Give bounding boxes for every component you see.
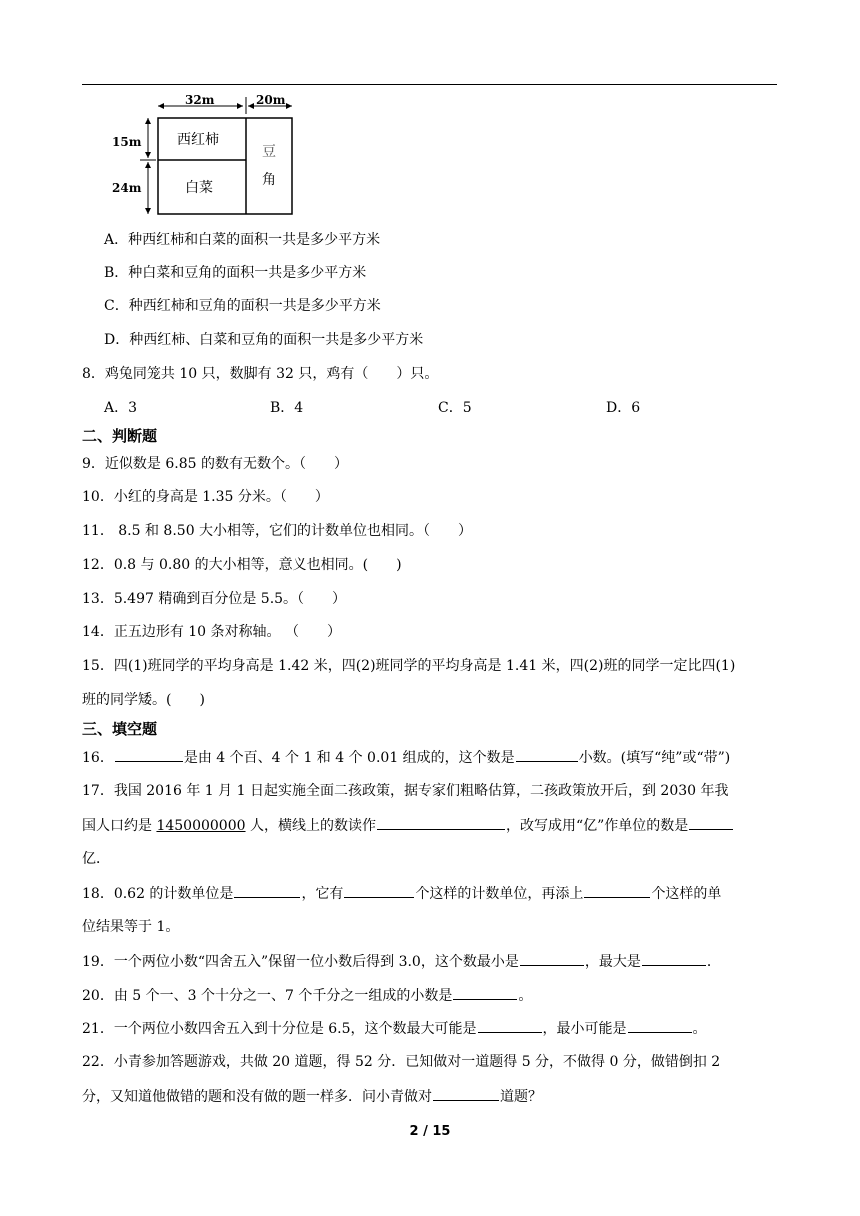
q17-text: 人，横线上的数读作 [245,818,376,834]
question-22-line1: 22．小青参加答题游戏，共做 20 道题，得 52 分．已知做对一道题得 5 分，不做得 0 分，做错倒扣 2 [82,1054,721,1070]
question-9: 9．近似数是 6.85 的数有无数个。（ ） [82,456,348,472]
question-17-line2 [82,815,734,836]
field-diagram [110,94,300,220]
answer-blank[interactable] [433,1086,499,1101]
section-heading-judge: 二、判断题 [82,427,158,445]
question-22-line2 [82,1086,542,1107]
q8-option-a: A．3 [104,400,138,416]
q16-mid: 是由 4 个百、4 个 1 和 4 个 0.01 组成的，这个数是 [183,750,515,766]
answer-blank[interactable] [584,883,650,898]
q19-text: 19．一个两位小数“四舍五入”保留一位小数后得到 3.0，这个数最小是 [82,954,519,970]
q17-underlined-number: 1450000000 [156,818,246,834]
question-10: 10．小红的身高是 1.35 分米。（ ） [82,489,329,505]
label-bean-2: 角 [262,172,276,188]
q16-number: 16． [82,750,114,766]
q7-option-a: A．种西红柿和白菜的面积一共是多少平方米 [104,232,381,248]
answer-blank[interactable] [628,1018,692,1033]
question-13: 13．5.497 精确到百分位是 5.5。（ ） [82,591,347,607]
q18-text: ，它有 [301,886,344,902]
q8-option-c: C．5 [438,400,472,416]
header-rule [82,84,777,85]
page-number: 2 / 15 [409,1124,451,1139]
q20-text: 20．由 5 个一、3 个十分之一、7 个千分之一组成的小数是 [82,988,453,1004]
section-heading-fill: 三、填空题 [82,720,158,738]
dim-15m: 15m [112,135,142,149]
dim-32m: 32m [185,94,215,107]
answer-blank[interactable] [689,815,733,830]
answer-blank[interactable] [516,747,578,762]
label-cabbage: 白菜 [185,180,213,196]
question-20 [82,985,532,1006]
q19-text: ，最大是 [584,954,641,970]
q22-text: 分，又知道他做错的题和没有做的题一样多．问小青做对 [82,1089,432,1105]
answer-blank[interactable] [478,1018,542,1033]
answer-blank[interactable] [344,883,414,898]
q8-stem: 8．鸡兔同笼共 10 只，数脚有 32 只，鸡有（ ）只。 [82,366,439,382]
q18-text: 个这样的计数单位，再添上 [415,886,584,902]
question-19 [82,951,721,972]
question-17-line3: 亿． [82,851,110,867]
q22-text: 道题？ [500,1089,542,1105]
q21-text: 。 [692,1021,707,1037]
question-21 [82,1018,707,1039]
label-tomato: 西红柿 [177,132,219,148]
answer-blank[interactable] [520,951,584,966]
question-18-line2: 位结果等于 1。 [82,919,180,935]
question-15-line1: 15．四(1)班同学的平均身高是 1.42 米，四(2)班同学的平均身高是 1.41 米，四(2)班的同学一定比四(1) [82,658,736,674]
question-17-line1: 17．我国 2016 年 1 月 1 日起实施全面二孩政策，据专家们粗略估算，二孩政策放开后，到 2030 年我 [82,783,729,799]
label-bean-1: 豆 [262,144,276,160]
q7-option-b: B．种白菜和豆角的面积一共是多少平方米 [104,265,367,281]
question-14: 14．正五边形有 10 条对称轴。 （ ） [82,624,341,640]
answer-blank[interactable] [642,951,706,966]
answer-blank[interactable] [377,815,505,830]
question-11: 11． 8.5 和 8.50 大小相等，它们的计数单位也相同。（ ） [82,523,473,539]
q8-option-b: B．4 [270,400,304,416]
question-12: 12．0.8 与 0.80 的大小相等，意义也相同。( ) [82,557,402,573]
answer-blank[interactable] [453,985,517,1000]
q18-text: 个这样的单 [651,886,722,902]
dim-20m: 20m [256,94,286,107]
question-18-line1 [82,883,721,904]
q21-text: 21．一个两位小数四舍五入到十分位是 6.5，这个数最大可能是 [82,1021,477,1037]
q19-text: ． [706,954,721,970]
q16-end: 小数。(填写“纯”或“带”) [578,750,731,766]
answer-blank[interactable] [115,747,183,762]
q8-option-d: D．6 [606,400,641,416]
q17-text: 国人口约是 [82,818,157,834]
q17-text: ，改写成用“亿”作单位的数是 [505,818,689,834]
answer-blank[interactable] [234,883,300,898]
q21-text: ，最小可能是 [542,1021,627,1037]
dim-24m: 24m [112,181,142,195]
question-15-line2: 班的同学矮。( ) [82,692,205,708]
q7-option-c: C．种西红柿和豆角的面积一共是多少平方米 [104,298,381,314]
q18-text: 18．0.62 的计数单位是 [82,886,234,902]
q20-text: 。 [518,988,533,1004]
question-16 [82,747,730,768]
q7-option-d: D．种西红柿、白菜和豆角的面积一共是多少平方米 [104,332,424,348]
